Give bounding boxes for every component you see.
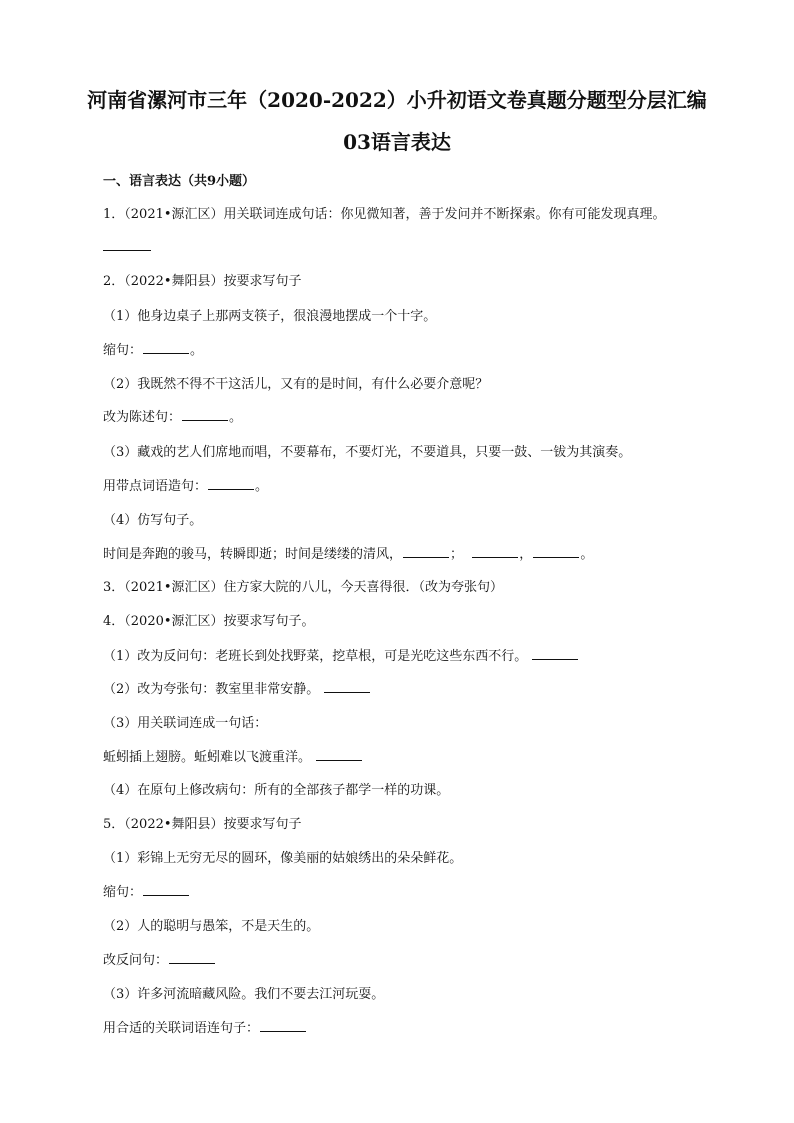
question-2-3: [103, 443, 631, 463]
answer-prefix: 缩句：: [103, 885, 143, 900]
question-2-2: [103, 375, 488, 395]
answer-blank[interactable]: [533, 545, 579, 558]
question-5-2-text: （2）人的聪明与愚笨，不是天生的。: [103, 919, 320, 934]
answer-separator: ，: [519, 547, 533, 562]
answer-blank[interactable]: [208, 477, 254, 490]
question-1: [103, 205, 666, 225]
question-2-1-answer: [103, 341, 203, 361]
question-5: [103, 815, 302, 835]
answer-blank[interactable]: [472, 545, 518, 558]
question-4-3b-text: 蚯蚓插上翅膀。蚯蚓难以飞渡重洋。: [103, 750, 312, 765]
question-5-3-answer: [103, 1019, 307, 1039]
answer-blank[interactable]: [324, 680, 370, 693]
question-5-2-answer: [103, 951, 216, 971]
answer-prefix: 用合适的关联词语连句子：: [103, 1021, 260, 1036]
question-2-1: [103, 307, 436, 327]
question-4-3-sentences: [103, 748, 363, 768]
answer-prefix: 改为陈述句：: [103, 410, 182, 425]
question-2-2-answer: [103, 408, 242, 428]
question-5-1: [103, 849, 462, 869]
question-4-text: 4．（2020•源汇区）按要求写句子。: [103, 614, 315, 629]
question-2-1-text: （1）他身边桌子上那两支筷子，很浪漫地摆成一个十字。: [103, 309, 437, 324]
question-2-text: 2．（2022•舞阳县）按要求写句子: [103, 274, 302, 289]
question-1-text: 1．（2021•源汇区）用关联词连成句话：你见微知著，善于发问并不断探索。你有可能发现真理。: [103, 207, 666, 222]
document-subtitle: 03语言表达: [343, 130, 451, 154]
answer-blank[interactable]: [403, 545, 449, 558]
question-4-1: [103, 647, 579, 667]
question-2-2-text: （2）我既然不得不干这活儿，又有的是时间，有什么必要介意呢？: [103, 377, 489, 392]
question-5-1-answer: [103, 883, 190, 903]
answer-blank[interactable]: [103, 238, 151, 251]
question-2-3-text: （3）藏戏的艺人们席地而唱，不要幕布，不要灯光，不要道具，只要一鼓、一钹为其演奏。: [103, 445, 632, 460]
question-2-4-text: （4）仿写句子。: [103, 513, 203, 528]
question-2-4-answer: [103, 545, 593, 565]
question-4-2: [103, 680, 371, 700]
question-3-text: 3．（2021•源汇区）住方家大院的八儿，今天喜得很．（改为夸张句）: [103, 580, 504, 595]
question-1-answer: [103, 238, 151, 258]
answer-separator: ；: [450, 547, 464, 562]
answer-suffix: 。: [580, 547, 594, 562]
answer-blank[interactable]: [169, 951, 215, 964]
section-heading: 一、语言表达（共9小题）: [103, 174, 256, 189]
answer-suffix: 。: [190, 343, 204, 358]
question-2-4: [103, 511, 202, 531]
answer-blank[interactable]: [143, 341, 189, 354]
answer-blank[interactable]: [182, 408, 228, 421]
question-3: [103, 578, 503, 598]
question-5-3-text: （3）许多河流暗藏风险。我们不要去江河玩耍。: [103, 987, 385, 1002]
question-4-3-text: （3）用关联词连成一句话：: [103, 716, 268, 731]
question-2: [103, 272, 302, 292]
answer-suffix: 。: [255, 479, 269, 494]
answer-prefix: 改反问句：: [103, 953, 169, 968]
question-4-4-text: （4）在原句上修改病句：所有的全部孩子都学一样的功课。: [103, 783, 450, 798]
answer-blank[interactable]: [532, 647, 578, 660]
question-4-2-text: （2）改为夸张句：教室里非常安静。: [103, 682, 320, 697]
document-title: 河南省漯河市三年（2020-2022）小升初语文卷真题分题型分层汇编: [87, 88, 707, 112]
question-5-text: 5．（2022•舞阳县）按要求写句子: [103, 817, 302, 832]
question-4-3: [103, 714, 267, 734]
answer-prefix: 用带点词语造句：: [103, 479, 208, 494]
question-5-2: [103, 917, 319, 937]
question-2-3-answer: [103, 477, 268, 497]
answer-blank[interactable]: [143, 883, 189, 896]
question-4: [103, 612, 315, 632]
question-5-3: [103, 985, 384, 1005]
question-4-1-text: （1）改为反问句：老班长到处找野菜，挖草根，可是光吃这些东西不行。: [103, 649, 528, 664]
answer-prefix: 缩句：: [103, 343, 143, 358]
answer-blank[interactable]: [260, 1019, 306, 1032]
answer-prefix: 时间是奔跑的骏马，转瞬即逝；时间是缕缕的清风，: [103, 547, 403, 562]
answer-blank[interactable]: [316, 748, 362, 761]
question-4-4: [103, 781, 449, 801]
answer-suffix: 。: [229, 410, 243, 425]
question-5-1-text: （1）彩锦上无穷无尽的圆环，像美丽的姑娘绣出的朵朵鲜花。: [103, 851, 463, 866]
